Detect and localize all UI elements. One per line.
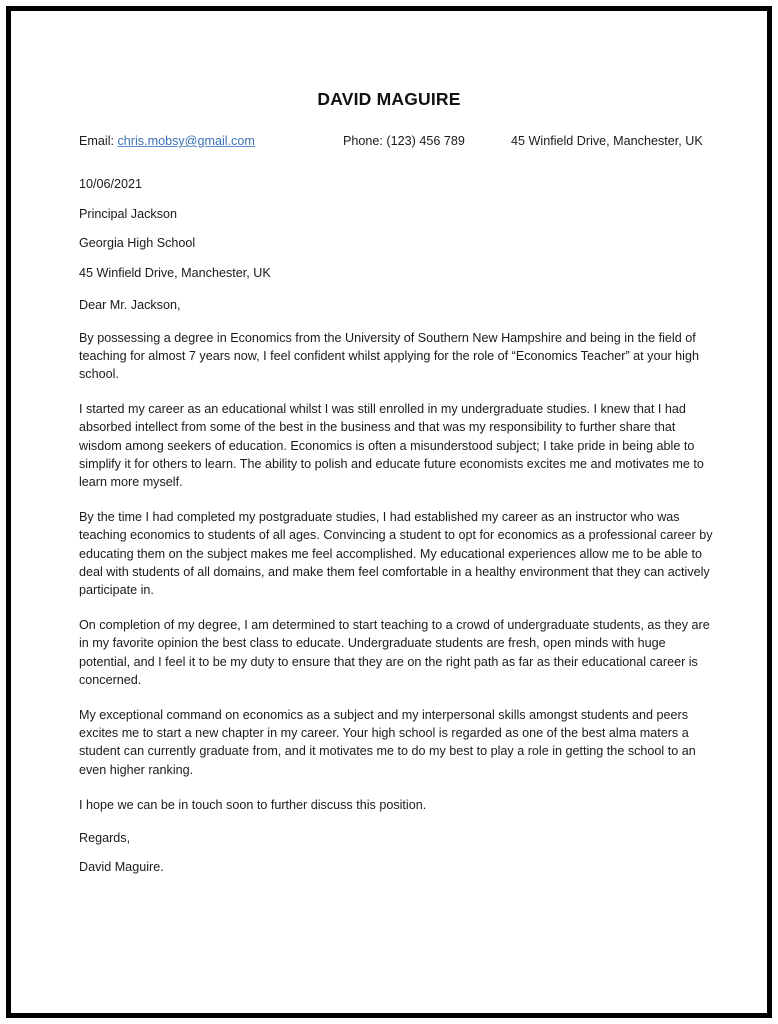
letter-paragraph: I hope we can be in touch soon to further discuss this position.: [79, 797, 427, 812]
letter-date: 10/06/2021: [79, 177, 143, 191]
document-page-frame: [6, 6, 772, 1018]
recipient-organization: Georgia High School: [79, 236, 196, 250]
letter-body: [79, 177, 717, 875]
sign-off: Regards,: [79, 830, 131, 845]
salutation: Dear Mr. Jackson,: [79, 297, 181, 312]
letter-paragraph: By possessing a degree in Economics from the University of Southern New Hampshire and being in the field of teaching for almost 7 years now, I feel confident whilst applying for the role of “Economics Teacher” at your high school.: [79, 330, 699, 381]
cover-letter-page: [11, 11, 767, 1013]
recipient-address: 45 Winfield Drive, Manchester, UK: [79, 265, 271, 280]
signature-name: David Maguire.: [79, 859, 164, 874]
contact-email: [79, 131, 255, 151]
letter-paragraph: My exceptional command on economics as a subject and my interpersonal skills amongst students and peers excites me to start a new chapter in my career. Your high school is regarded as one of the best alma maters a student can currently graduate from, and it motivates me to do my best to play a role in getting the school to an even higher ranking.: [79, 707, 696, 777]
recipient-name: Principal Jackson: [79, 206, 177, 221]
letter-paragraph: By the time I had completed my postgraduate studies, I had established my career as an instructor who was teaching economics to students of all ages. Convincing a student to opt for economics as a professional career by educating them on the subject makes me feel accomplished. My educational experiences allow me to be able to deal with students of all domains, and make them feel comfortable in a healthy environment that they can actively participate in.: [79, 510, 713, 597]
letter-paragraph: I started my career as an educational whilst I was still enrolled in my undergraduate studies. I knew that I had absorbed intellect from some of the best in the business and that was my responsibility to further share that wisdom among seekers of education. Economics is often a misunderstood subject; I take pride in being able to simplify it for others to learn. The ability to polish and educate future economists excites me and motivates me to learn more myself.: [79, 402, 704, 489]
contact-address: 45 Winfield Drive, Manchester, UK: [511, 134, 703, 148]
email-link[interactable]: chris.mobsy@gmail.com: [117, 134, 255, 148]
email-label: Email:: [79, 134, 114, 148]
page-title: DAVID MAGUIRE: [317, 89, 461, 109]
contact-phone: Phone: (123) 456 789: [343, 134, 465, 148]
contact-header-row: [79, 131, 715, 151]
letter-paragraph: On completion of my degree, I am determined to start teaching to a crowd of undergraduate students, as they are in my favorite opinion the best class to educate. Undergraduate students are fresh, open minds with huge potential, and I feel it to be my duty to ensure that they are on the right path as far as their educational career is concerned.: [79, 618, 710, 687]
